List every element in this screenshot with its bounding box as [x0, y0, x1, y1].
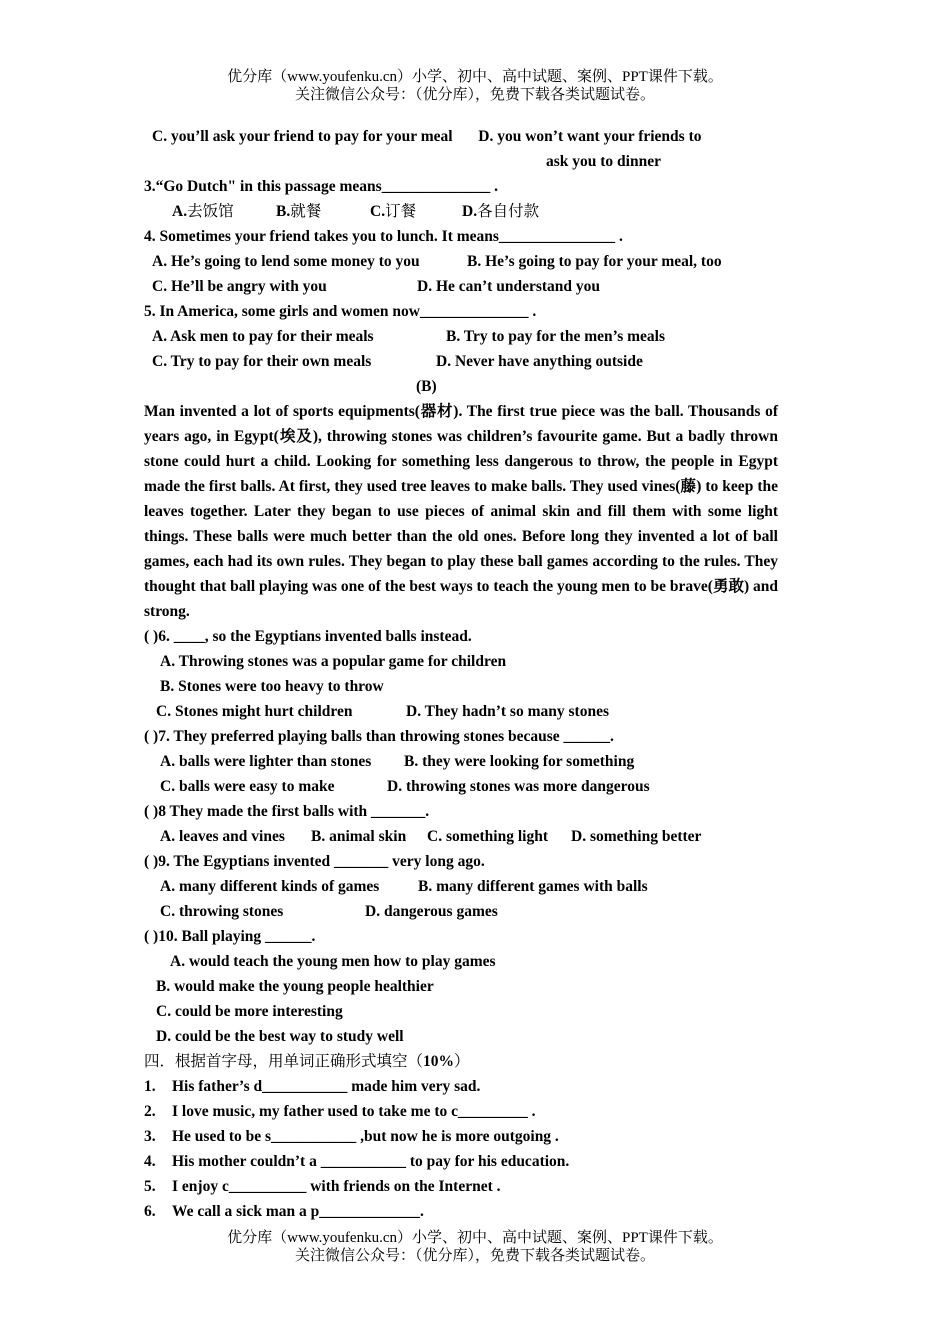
q5-option-b: B. Try to pay for the men’s meals: [446, 328, 665, 345]
q6-stem: ( )6. ____, so the Egyptians invented balls instead.: [144, 628, 472, 645]
q3-option-b: B.就餐: [276, 203, 322, 220]
q4-option-a: A. He’s going to lend some money to you: [152, 253, 420, 270]
q3-option-c: C.订餐: [370, 203, 417, 220]
fill-item-6: 6. We call a sick man a p_____________.: [144, 1203, 424, 1220]
fill-item-1: 1. His father’s d___________ made him very sad.: [144, 1078, 481, 1095]
q10-stem: ( )10. Ball playing ______.: [144, 928, 316, 945]
q5-option-d: D. Never have anything outside: [436, 353, 643, 370]
q5-option-a: A. Ask men to pay for their meals: [152, 328, 374, 345]
q8-option-d: D. something better: [571, 828, 702, 845]
fill-item-4: 4. His mother couldn’t a ___________ to pay for his education.: [144, 1153, 570, 1170]
q3-option-a: A.去饭馆: [172, 203, 234, 220]
exam-content: [144, 124, 780, 1224]
q7-option-b: B. they were looking for something: [404, 753, 635, 770]
q9-option-c: C. throwing stones: [160, 903, 284, 920]
footer-line-1: 优分库（www.youfenku.cn）小学、初中、高中试题、案例、PPT课件下载。: [227, 1230, 723, 1246]
q7-option-a: A. balls were lighter than stones: [160, 753, 372, 770]
q4-option-c: C. He’ll be angry with you: [152, 278, 327, 295]
q5-option-c: C. Try to pay for their own meals: [152, 353, 372, 370]
q4-options-cd: [144, 274, 780, 299]
q9-options-cd: [144, 899, 780, 924]
q2-options-cd: [144, 124, 780, 149]
page-footer: [0, 1229, 950, 1265]
q6-option-d: D. They hadn’t so many stones: [406, 703, 609, 720]
q9-stem: ( )9. The Egyptians invented _______ very long ago.: [144, 853, 485, 870]
q4-options-ab: [144, 249, 780, 274]
q5-stem: 5. In America, some girls and women now______________ .: [144, 303, 537, 320]
q8-option-b: B. animal skin: [311, 828, 407, 845]
q5-options-cd: [144, 349, 780, 374]
q9-option-a: A. many different kinds of games: [160, 878, 380, 895]
q8-option-a: A. leaves and vines: [160, 828, 285, 845]
q7-option-d: D. throwing stones was more dangerous: [387, 778, 650, 795]
footer-line-2: 关注微信公众号：（优分库），免费下载各类试题试卷。: [294, 1248, 655, 1264]
q7-options-ab: [144, 749, 780, 774]
q3-option-d: D.各自付款: [462, 203, 540, 220]
q6-option-a: A. Throwing stones was a popular game for children: [160, 653, 507, 670]
q8-option-c: C. something light: [427, 828, 548, 845]
q3-options: [144, 199, 780, 224]
q5-options-ab: [144, 324, 780, 349]
q7-options-cd: [144, 774, 780, 799]
q10-option-d: D. could be the best way to study well: [156, 1028, 404, 1045]
header-line-2: 关注微信公众号：（优分库），免费下载各类试题试卷。: [294, 87, 655, 103]
q8-options: [144, 824, 780, 849]
q4-option-d: D. He can’t understand you: [417, 278, 601, 295]
q10-option-a: A. would teach the young men how to play games: [170, 953, 496, 970]
section-4-title: 四．根据首字母，用单词正确形式填空（10%）: [144, 1053, 470, 1070]
q8-stem: ( )8 They made the first balls with _______.: [144, 803, 430, 820]
q3-stem: 3.“Go Dutch" in this passage means______________ .: [144, 178, 498, 195]
q2-option-c: C. you’ll ask your friend to pay for your meal: [152, 128, 453, 145]
fill-item-3: 3. He used to be s___________ ,but now he is more outgoing .: [144, 1128, 559, 1145]
q2-option-d: D. you won’t want your friends to: [478, 128, 702, 145]
q6-option-c: C. Stones might hurt children: [156, 703, 353, 720]
q6-options-cd: [144, 699, 780, 724]
q10-option-b: B. would make the young people healthier: [156, 978, 434, 995]
fill-item-2: 2. I love music, my father used to take me to c_________ .: [144, 1103, 536, 1120]
q7-option-c: C. balls were easy to make: [160, 778, 335, 795]
page-header: [0, 68, 950, 104]
q10-option-c: C. could be more interesting: [156, 1003, 343, 1020]
fill-item-5: 5. I enjoy c__________ with friends on the Internet .: [144, 1178, 501, 1195]
q7-stem: ( )7. They preferred playing balls than throwing stones because ______.: [144, 728, 614, 745]
q2-option-d-cont: ask you to dinner: [546, 153, 661, 170]
q9-option-b: B. many different games with balls: [418, 878, 648, 895]
header-line-1: 优分库（www.youfenku.cn）小学、初中、高中试题、案例、PPT课件下载。: [227, 69, 723, 85]
q9-options-ab: [144, 874, 780, 899]
part-b-heading: (B): [416, 378, 437, 395]
q4-option-b: B. He’s going to pay for your meal, too: [467, 253, 722, 270]
q4-stem: 4. Sometimes your friend takes you to lunch. It means_______________ .: [144, 228, 623, 245]
reading-passage: Man invented a lot of sports equipments(器材). The first true piece was the ball. Thousands of years ago, in Egypt(埃及), throwing stones was children’s favourite game. But a badly thrown stone could hurt a child. Looking for something less dangerous to throw, the people in Egypt made the first balls. At first, they used tree leaves to make balls. They used vines(藤) to keep the leaves together. Later they began to use pieces of animal skin and fill them with some light things. These balls were much better than the old ones. Before long they invented a lot of ball games, each had its own rules. They began to play these ball games according to the rules. They thought that ball playing was one of the best ways to teach the young men to be brave(勇敢) and strong.: [144, 403, 778, 620]
q6-option-b: B. Stones were too heavy to throw: [160, 678, 384, 695]
q9-option-d: D. dangerous games: [365, 903, 498, 920]
